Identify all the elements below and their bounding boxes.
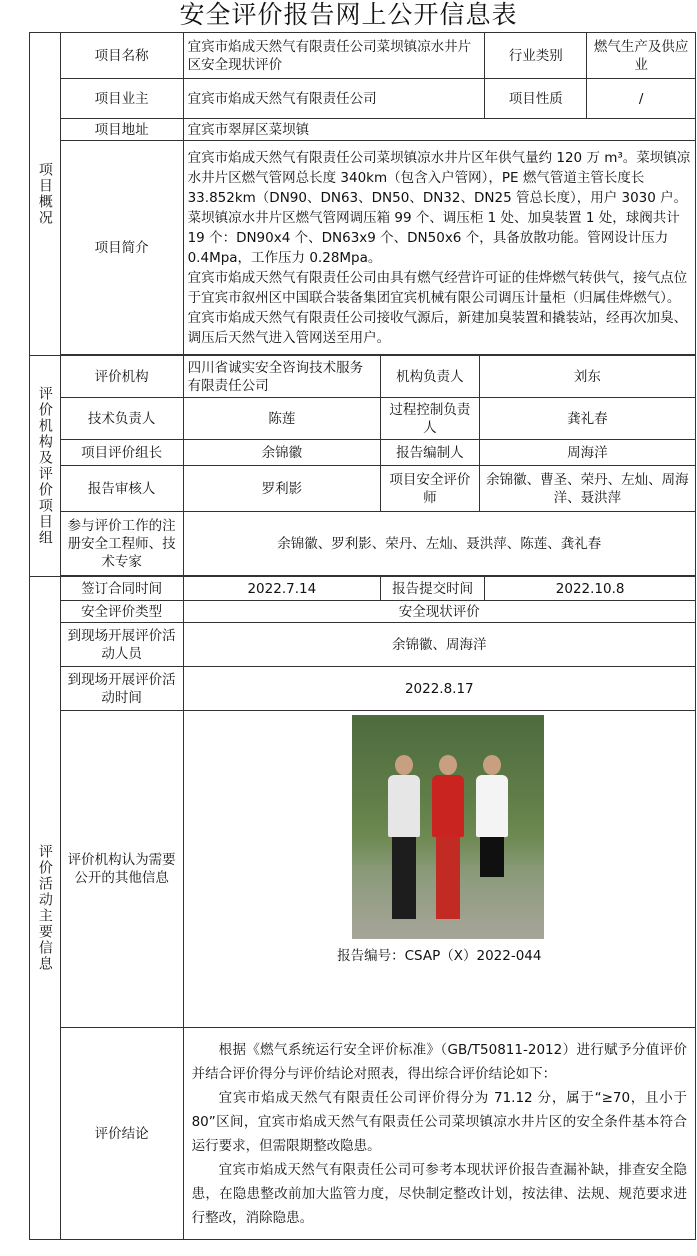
person-right — [474, 755, 510, 925]
value-intro — [183, 141, 695, 355]
label-other-info: 评价机构认为需要公开的其他信息 — [60, 711, 183, 1028]
section-activity: 评价活动主要信息 — [30, 577, 61, 1240]
value-eval-type: 安全现状评价 — [183, 601, 695, 623]
label-org-head: 机构负责人 — [381, 356, 480, 398]
conclusion-paragraph-2: 宜宾市焰成天然气有限责任公司评价得分为 71.12 分，属于“≥70，且小于 80”区间，宜宾市焰成天然气有限责任公司菜坝镇凉水井片区的安全条件基本符合运行要求，但需限期整改隐患。 — [191, 1089, 687, 1154]
value-org-name: 四川省诚实安全咨询技术服务有限责任公司 — [183, 356, 380, 398]
intro-paragraph-2: 宜宾市焰成天然气有限责任公司由具有燃气经营许可证的佳烨燃气转供气，接气点位于宜宾市叙州区中国联合装备集团宜宾机械有限公司调压计量柜（归属佳烨燃气）。宜宾市焰成天然气有限责任公司接收气源后，新建加臭装置和撬装站，经再次加臭、调压后天然气进入管网送至用户。 — [187, 269, 688, 346]
intro-paragraph-1: 宜宾市焰成天然气有限责任公司菜坝镇凉水井片区年供气量约 120 万 m³。菜坝镇凉水井片区燃气管网总长度 340km（包含入户管网），PE 燃气管道主管长度长 33.852km（DN90、DN63、DN50、DN32、DN25 管总长度），用户 3030 户。菜坝镇凉水井片区燃气管网调压箱 99 个、调压柜 1 处、加臭装置 1 处，球阀共计 19 个：DN90x4 个、DN63x9 个、DN50x6 个，具备放散功能。管网设计压力 0.4Mpa，工作压力 0.28Mpa。 — [187, 149, 691, 266]
label-compiler: 报告编制人 — [381, 440, 480, 466]
label-safety-evaluators: 项目安全评价师 — [381, 466, 480, 512]
section-org: 评价机构及评价项目组 — [30, 356, 61, 577]
onsite-photo — [352, 715, 544, 939]
value-process-head: 龚礼春 — [479, 398, 695, 440]
value-contract-date: 2022.7.14 — [183, 577, 380, 601]
document-title: 安全评价报告网上公开信息表 — [179, 0, 518, 29]
label-nature: 项目性质 — [485, 79, 587, 119]
value-project-name: 宜宾市焰成天然气有限责任公司菜坝镇凉水井片区安全现状评价 — [183, 33, 485, 79]
person-left — [386, 755, 422, 925]
label-tech-head: 技术负责人 — [60, 398, 183, 440]
value-address: 宜宾市翠屏区菜坝镇 — [183, 119, 695, 141]
label-submit-date: 报告提交时间 — [381, 577, 485, 601]
label-address: 项目地址 — [60, 119, 183, 141]
report-number: 报告编号：CSAP（X）2022-044 — [337, 948, 542, 964]
value-submit-date: 2022.10.8 — [485, 577, 696, 601]
label-contract-date: 签订合同时间 — [60, 577, 183, 601]
value-industry: 燃气生产及供应业 — [587, 33, 696, 79]
label-industry: 行业类别 — [485, 33, 587, 79]
label-owner: 项目业主 — [60, 79, 183, 119]
other-info-cell — [183, 711, 695, 1028]
info-table — [29, 32, 696, 1240]
label-conclusion: 评价结论 — [60, 1028, 183, 1240]
value-org-head: 刘东 — [479, 356, 695, 398]
label-reviewer: 报告审核人 — [60, 466, 183, 512]
value-tech-head: 陈莲 — [183, 398, 380, 440]
value-leader: 余锦徽 — [183, 440, 380, 466]
label-eval-type: 安全评价类型 — [60, 601, 183, 623]
section-overview: 项目概况 — [30, 33, 61, 356]
value-nature: / — [587, 79, 696, 119]
label-leader: 项目评价组长 — [60, 440, 183, 466]
value-onsite-people: 余锦徽、周海洋 — [183, 623, 695, 667]
person-middle — [430, 755, 466, 925]
label-org-name: 评价机构 — [60, 356, 183, 398]
label-process-head: 过程控制负责人 — [381, 398, 480, 440]
value-reviewer: 罗利影 — [183, 466, 380, 512]
value-participants: 余锦徽、罗利影、荣丹、左灿、聂洪萍、陈莲、龚礼春 — [183, 512, 695, 576]
label-intro: 项目简介 — [60, 141, 183, 355]
value-conclusion — [183, 1028, 695, 1240]
value-compiler: 周海洋 — [479, 440, 695, 466]
label-project-name: 项目名称 — [60, 33, 183, 79]
label-onsite-date: 到现场开展评价活动时间 — [60, 667, 183, 711]
value-onsite-date: 2022.8.17 — [183, 667, 695, 711]
label-onsite-people: 到现场开展评价活动人员 — [60, 623, 183, 667]
conclusion-paragraph-3: 宜宾市焰成天然气有限责任公司可参考本现状评价报告查漏补缺，排查安全隐患，在隐患整改前加大监管力度，尽快制定整改计划，按法律、法规、规范要求进行整改，消除隐患。 — [191, 1161, 687, 1226]
conclusion-paragraph-1: 根据《燃气系统运行安全评价标准》（GB/T50811-2012）进行赋予分值评价并结合评价得分与评价结论对照表，得出综合评价结论如下： — [191, 1041, 687, 1082]
label-participants: 参与评价工作的注册安全工程师、技术专家 — [60, 512, 183, 576]
value-safety-evaluators: 余锦徽、曹圣、荣丹、左灿、周海洋、聂洪萍 — [479, 466, 695, 512]
value-owner: 宜宾市焰成天然气有限责任公司 — [183, 79, 485, 119]
